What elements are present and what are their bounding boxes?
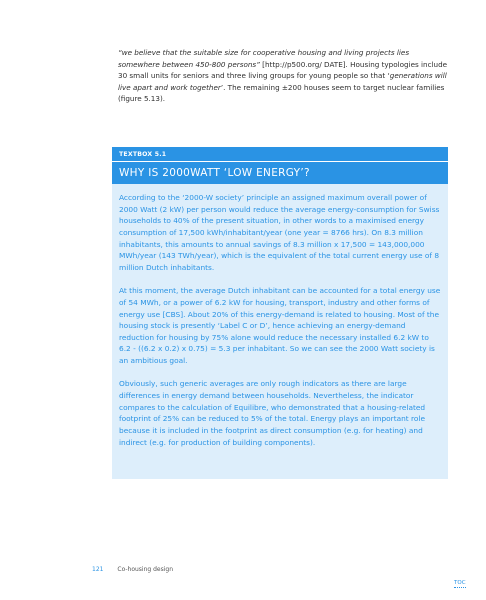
- intro-paragraph: [118, 47, 448, 105]
- page-number: 121: [92, 566, 104, 573]
- intro-quote: “we believe that the suitable size for cooperative housing and living projects lies somewhere between 450-800 persons”: [118, 48, 410, 69]
- footer-section-title: Co-housing design: [117, 566, 174, 573]
- textbox-paragraph: Obviously, such generic averages are only rough indicators as there are large differences in energy demand between households. Nevertheless, the indicator compares to the calculation of Equilibre, who demonstrated that a housing-related footprint of 25% can be reduced to 5% of the total. Energy plays an important role because it is included in the footprint as direct consumption (e.g. for heating) and indirect (e.g. for production of building components).: [119, 379, 426, 447]
- intro-citation: [http://p500.org/ DATE]. Housing typologies include 30 small units for seniors and three living groups for young people so that ‘: [118, 59, 448, 81]
- textbox-paragraph: According to the ‘2000-W society’ principle an assigned maximum overall power of 2000 Watt (2 kW) per person would reduce the average energy-consumption for Swiss households to 40% of the present situation, in other words to a maximised energy consumption of 17,500 kWh/inhabitant/year (one year = 8766 hrs). On 8.3 million inhabitants, this amounts to annual savings of 8.3 million x 17,500 = 143,000,000 MWh/year (143 TWh/year), which is the equivalent of the total current energy use of 8 million Dutch inhabitants.: [119, 193, 440, 272]
- textbox-title: WHY IS 2000WATT ‘LOW ENERGY’?: [112, 162, 448, 184]
- intro-rest: ’. The remaining ±200 houses seem to target nuclear families (figure 5.13).: [118, 82, 445, 104]
- textbox: [112, 147, 448, 479]
- textbox-body: [112, 184, 448, 448]
- intro-text: [118, 47, 448, 105]
- textbox-label: TEXTBOX 5.1: [112, 147, 448, 161]
- toc-link[interactable]: TOC: [454, 580, 466, 586]
- generations-quote: generations will live apart and work together: [118, 71, 447, 92]
- page-footer: [92, 566, 173, 573]
- textbox-paragraph: At this moment, the average Dutch inhabitant can be accounted for a total energy use of 54 MWh, or a power of 6.2 kW for housing, transport, industry and other forms of energy use [CBS]. About 20% of this energy-demand is related to housing. Most of the housing stock is presently ‘Label C or D’, hence achieving an energy-demand reduction for housing by 75% alone would reduce the necessary installed 6.2 kW to 6.2 - ((6.2 x 0.2) x 0.75) = 5.3 per inhabitant. So we can see the 2000 Watt society is an ambitious goal.: [119, 286, 441, 366]
